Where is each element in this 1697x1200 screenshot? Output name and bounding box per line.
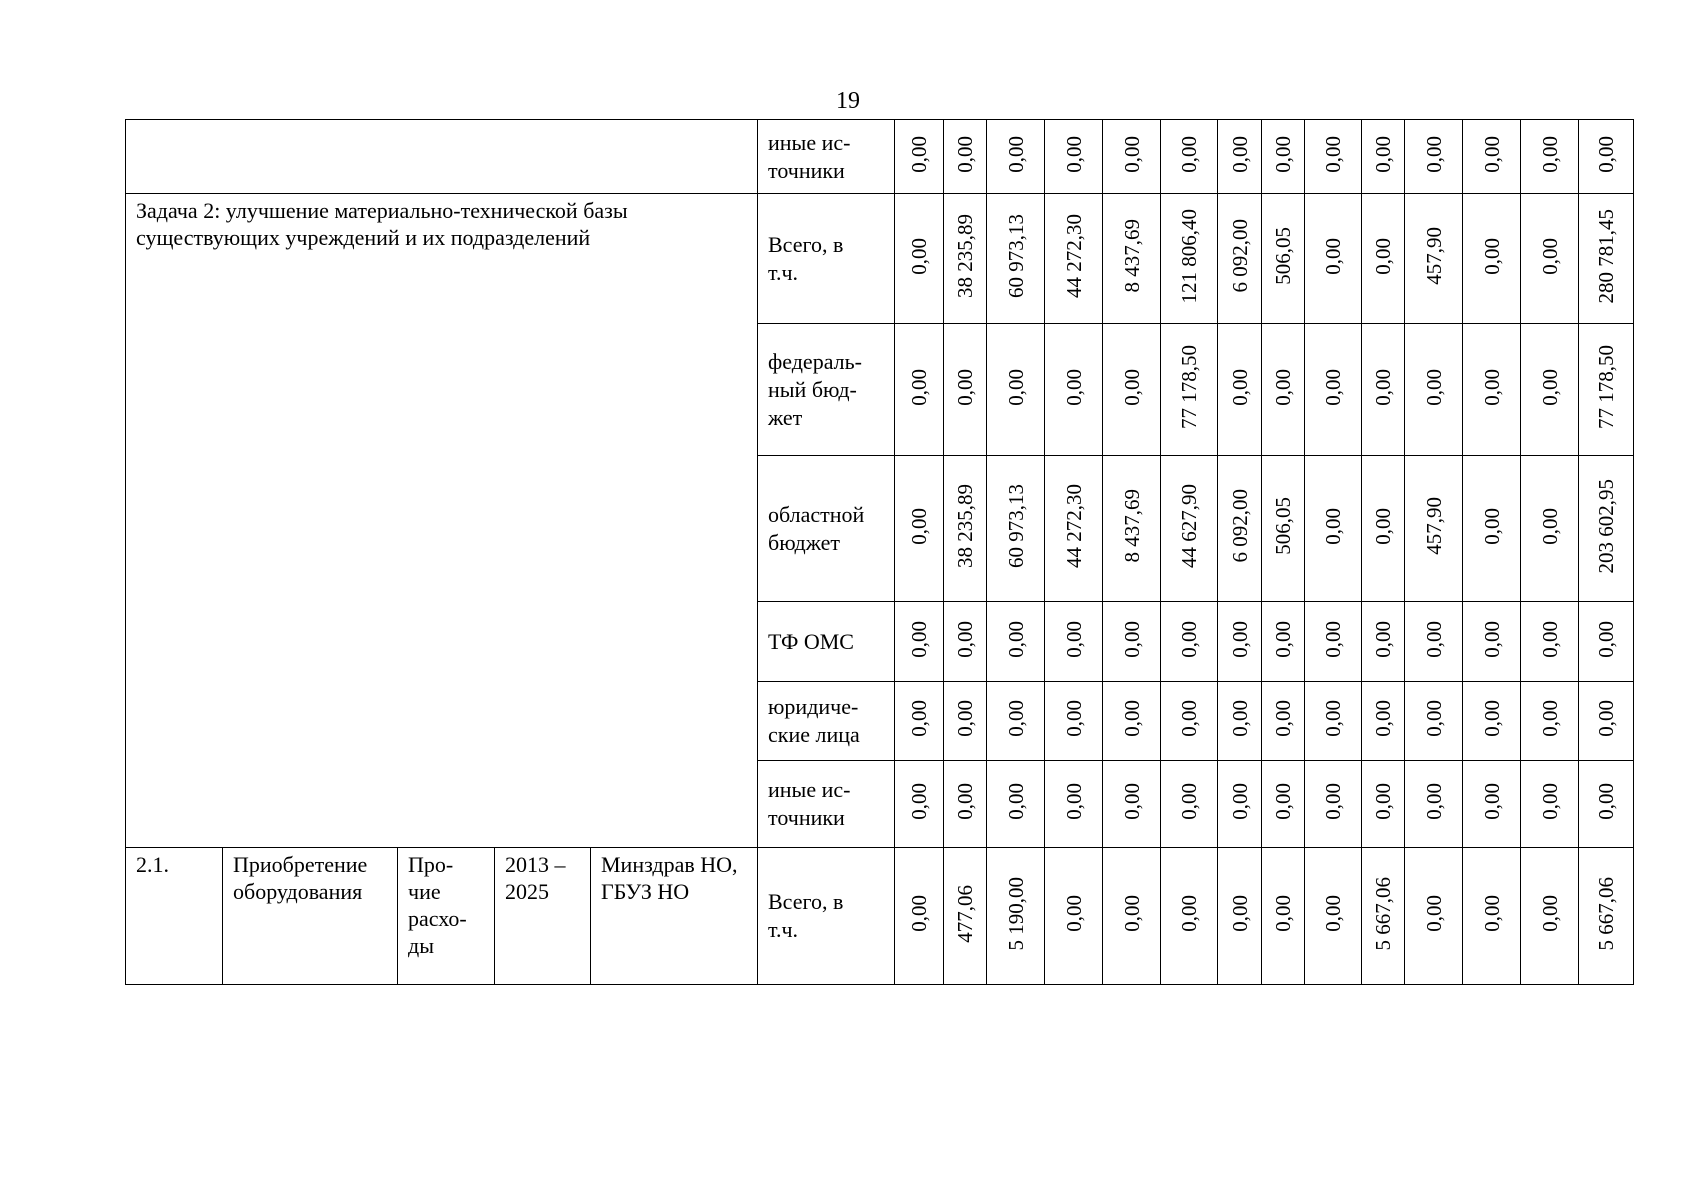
amount-value: 0,00 — [953, 783, 977, 820]
amount-cell — [1305, 120, 1362, 194]
amount-value: 0,00 — [1321, 895, 1345, 932]
amount-cell — [895, 761, 944, 848]
amount-value: 0,00 — [1321, 237, 1345, 275]
amount-value: 0,00 — [1271, 700, 1295, 737]
amount-value: 0,00 — [1421, 895, 1446, 932]
amount-value: 457,90 — [1421, 227, 1446, 285]
amount-cell — [987, 682, 1045, 761]
amount-cell — [1262, 682, 1305, 761]
amount-value: 0,00 — [1371, 620, 1395, 658]
amount-value: 0,00 — [953, 620, 977, 658]
amount-value: 0,00 — [907, 368, 931, 406]
funding-source-label: Всего, в т.ч. — [758, 848, 895, 985]
amount-value: 0,00 — [1479, 368, 1504, 406]
amount-cell — [987, 761, 1045, 848]
amount-value: 0,00 — [1537, 620, 1562, 658]
amount-value: 5 190,00 — [1003, 876, 1028, 951]
amount-value: 0,00 — [1061, 620, 1086, 658]
amount-cell — [1218, 682, 1262, 761]
amount-cell — [1218, 602, 1262, 682]
amount-value: 0,00 — [1119, 783, 1144, 820]
amount-cell — [1579, 456, 1634, 602]
amount-value: 0,00 — [1227, 135, 1252, 173]
amount-cell — [1579, 602, 1634, 682]
amount-cell — [1463, 324, 1521, 456]
amount-value: 0,00 — [1177, 135, 1201, 173]
amount-cell — [1305, 761, 1362, 848]
amount-cell — [944, 120, 987, 194]
amount-value: 0,00 — [1119, 368, 1144, 406]
amount-cell — [1103, 324, 1161, 456]
amount-value: 5 667,06 — [1371, 876, 1395, 951]
amount-cell — [1463, 456, 1521, 602]
amount-value: 0,00 — [1271, 368, 1295, 406]
amount-value: 0,00 — [1371, 700, 1395, 737]
executor: Минздрав НО, ГБУЗ НО — [591, 848, 758, 985]
amount-value: 0,00 — [1271, 895, 1295, 932]
amount-value: 0,00 — [1061, 700, 1086, 737]
amount-cell — [1463, 682, 1521, 761]
amount-cell — [895, 848, 944, 985]
funding-source-label: областной бюджет — [758, 456, 895, 602]
amount-value: 0,00 — [1177, 783, 1201, 820]
amount-value: 0,00 — [1594, 620, 1618, 658]
amount-cell — [895, 324, 944, 456]
amount-value: 0,00 — [1594, 135, 1618, 173]
amount-cell — [1405, 456, 1463, 602]
amount-value: 0,00 — [1479, 700, 1504, 737]
amount-value: 0,00 — [1479, 895, 1504, 932]
amount-cell — [1362, 848, 1405, 985]
funding-source-label: иные ис- точники — [758, 120, 895, 194]
amount-cell — [1262, 848, 1305, 985]
amount-cell — [1579, 324, 1634, 456]
amount-cell — [1045, 602, 1103, 682]
amount-value: 0,00 — [1421, 368, 1446, 406]
amount-cell — [1521, 194, 1579, 324]
amount-cell — [1405, 194, 1463, 324]
amount-cell — [944, 761, 987, 848]
amount-cell — [1362, 761, 1405, 848]
amount-value: 0,00 — [1321, 783, 1345, 820]
amount-value: 44 627,90 — [1177, 484, 1201, 568]
amount-value: 0,00 — [1227, 700, 1252, 737]
amount-cell — [1103, 456, 1161, 602]
amount-value: 0,00 — [907, 783, 931, 820]
amount-value: 0,00 — [1321, 620, 1345, 658]
amount-cell — [1521, 324, 1579, 456]
funding-source-label: юридиче- ские лица — [758, 682, 895, 761]
amount-cell — [1218, 120, 1262, 194]
amount-value: 44 272,30 — [1061, 484, 1086, 568]
amount-value: 0,00 — [1537, 895, 1562, 932]
table-row — [126, 848, 1634, 985]
amount-value: 121 806,40 — [1177, 208, 1201, 304]
item-name: Приобретение оборудования — [223, 848, 398, 985]
amount-cell — [1521, 848, 1579, 985]
amount-cell — [1218, 194, 1262, 324]
amount-value: 0,00 — [1537, 237, 1562, 275]
amount-value: 0,00 — [1003, 135, 1028, 173]
amount-cell — [1262, 761, 1305, 848]
amount-cell — [1305, 324, 1362, 456]
amount-value: 203 602,95 — [1594, 478, 1618, 574]
amount-cell — [1405, 324, 1463, 456]
amount-cell — [987, 120, 1045, 194]
amount-value: 0,00 — [1479, 783, 1504, 820]
funding-source-label: федераль- ный бюд- жет — [758, 324, 895, 456]
amount-value: 0,00 — [1421, 135, 1446, 173]
amount-value: 0,00 — [953, 700, 977, 737]
amount-cell — [1161, 324, 1218, 456]
amount-value: 0,00 — [1271, 135, 1295, 173]
amount-cell — [987, 324, 1045, 456]
budget-table — [125, 119, 1634, 985]
amount-value: 0,00 — [1119, 620, 1144, 658]
amount-value: 0,00 — [953, 368, 977, 406]
amount-value: 5 667,06 — [1594, 876, 1618, 951]
amount-cell — [1362, 682, 1405, 761]
amount-value: 0,00 — [1227, 368, 1252, 406]
amount-cell — [1362, 194, 1405, 324]
amount-cell — [987, 456, 1045, 602]
amount-cell — [1362, 120, 1405, 194]
amount-cell — [1521, 682, 1579, 761]
amount-cell — [1405, 761, 1463, 848]
amount-value: 0,00 — [1061, 135, 1086, 173]
amount-value: 0,00 — [1479, 135, 1504, 173]
amount-value: 506,05 — [1271, 227, 1295, 285]
amount-cell — [1579, 761, 1634, 848]
amount-cell — [1305, 682, 1362, 761]
amount-cell — [1305, 848, 1362, 985]
amount-value: 0,00 — [1594, 700, 1618, 737]
amount-value: 0,00 — [907, 237, 931, 275]
amount-cell — [1045, 120, 1103, 194]
amount-cell — [1103, 761, 1161, 848]
table-row — [126, 120, 1634, 194]
amount-cell — [895, 602, 944, 682]
funding-source-label: иные ис- точники — [758, 761, 895, 848]
amount-value: 457,90 — [1421, 497, 1446, 555]
funding-source-label: ТФ ОМС — [758, 602, 895, 682]
amount-cell — [1405, 682, 1463, 761]
amount-value: 0,00 — [1003, 620, 1028, 658]
amount-cell — [1521, 602, 1579, 682]
amount-value: 0,00 — [1227, 783, 1252, 820]
amount-cell — [895, 456, 944, 602]
item-number: 2.1. — [126, 848, 223, 985]
amount-cell — [1103, 602, 1161, 682]
amount-value: 0,00 — [1321, 368, 1345, 406]
amount-value: 0,00 — [907, 135, 931, 173]
amount-cell — [1463, 194, 1521, 324]
amount-value: 0,00 — [907, 895, 931, 932]
amount-cell — [1161, 194, 1218, 324]
amount-value: 0,00 — [1119, 135, 1144, 173]
amount-value: 0,00 — [1537, 507, 1562, 545]
amount-cell — [1218, 848, 1262, 985]
amount-value: 0,00 — [1421, 620, 1446, 658]
amount-value: 0,00 — [1421, 783, 1446, 820]
funding-source-label: Всего, в т.ч. — [758, 194, 895, 324]
amount-cell — [1045, 848, 1103, 985]
amount-value: 0,00 — [1227, 895, 1252, 932]
amount-value: 0,00 — [1371, 783, 1395, 820]
amount-value: 0,00 — [1271, 783, 1295, 820]
amount-cell — [1405, 848, 1463, 985]
amount-value: 0,00 — [907, 620, 931, 658]
amount-value: 0,00 — [1119, 700, 1144, 737]
amount-cell — [1521, 761, 1579, 848]
amount-cell — [987, 848, 1045, 985]
amount-value: 0,00 — [1371, 368, 1395, 406]
amount-cell — [1362, 602, 1405, 682]
amount-value: 0,00 — [1003, 368, 1028, 406]
implementation-period: 2013 – 2025 — [495, 848, 591, 985]
amount-cell — [1362, 324, 1405, 456]
amount-value: 0,00 — [1177, 700, 1201, 737]
amount-cell — [1262, 324, 1305, 456]
amount-value: 0,00 — [1321, 700, 1345, 737]
amount-cell — [895, 194, 944, 324]
amount-value: 0,00 — [1177, 895, 1201, 932]
amount-cell — [1218, 324, 1262, 456]
amount-value: 0,00 — [1061, 895, 1086, 932]
amount-cell — [1103, 682, 1161, 761]
amount-cell — [1161, 120, 1218, 194]
amount-cell — [1305, 456, 1362, 602]
amount-value: 77 178,50 — [1594, 345, 1618, 429]
amount-value: 60 973,13 — [1003, 484, 1028, 568]
amount-value: 6 092,00 — [1227, 489, 1252, 563]
task-2-title: Задача 2: улучшение материально-технической базы существующих учреждений и их подразделений — [126, 194, 758, 848]
amount-cell — [1161, 848, 1218, 985]
amount-value: 280 781,45 — [1594, 208, 1618, 304]
amount-cell — [1463, 120, 1521, 194]
amount-cell — [1579, 194, 1634, 324]
amount-cell — [1463, 602, 1521, 682]
amount-cell — [944, 194, 987, 324]
amount-value: 0,00 — [907, 700, 931, 737]
amount-cell — [1045, 682, 1103, 761]
amount-cell — [987, 194, 1045, 324]
empty-cell — [126, 120, 758, 194]
amount-value: 0,00 — [1119, 895, 1144, 932]
amount-cell — [1103, 194, 1161, 324]
amount-value: 0,00 — [1537, 783, 1562, 820]
amount-cell — [1579, 682, 1634, 761]
amount-cell — [987, 602, 1045, 682]
budget-table-body — [126, 120, 1634, 985]
amount-cell — [1045, 324, 1103, 456]
amount-value: 0,00 — [1227, 620, 1252, 658]
amount-cell — [1521, 120, 1579, 194]
amount-value: 0,00 — [1371, 237, 1395, 275]
amount-cell — [1262, 456, 1305, 602]
amount-cell — [1161, 602, 1218, 682]
amount-cell — [1405, 602, 1463, 682]
amount-value: 0,00 — [1421, 700, 1446, 737]
amount-value: 0,00 — [1177, 620, 1201, 658]
amount-value: 44 272,30 — [1061, 214, 1086, 298]
table-row — [126, 194, 1634, 324]
page-number: 19 — [836, 88, 860, 114]
amount-cell — [1161, 456, 1218, 602]
amount-value: 38 235,89 — [953, 484, 977, 568]
amount-value: 0,00 — [1003, 700, 1028, 737]
amount-cell — [1305, 602, 1362, 682]
amount-cell — [1463, 761, 1521, 848]
amount-cell — [944, 682, 987, 761]
amount-value: 0,00 — [1537, 368, 1562, 406]
amount-value: 6 092,00 — [1227, 219, 1252, 293]
amount-value: 0,00 — [1479, 507, 1504, 545]
amount-cell — [1579, 848, 1634, 985]
amount-value: 477,06 — [953, 884, 977, 943]
amount-value: 506,05 — [1271, 497, 1295, 555]
amount-value: 0,00 — [1594, 783, 1618, 820]
amount-value: 0,00 — [1479, 237, 1504, 275]
amount-cell — [1262, 602, 1305, 682]
amount-cell — [1218, 456, 1262, 602]
amount-value: 0,00 — [1371, 135, 1395, 173]
amount-value: 0,00 — [1061, 368, 1086, 406]
amount-value: 8 437,69 — [1119, 219, 1144, 293]
amount-cell — [895, 120, 944, 194]
amount-cell — [1103, 848, 1161, 985]
amount-cell — [1161, 682, 1218, 761]
amount-cell — [1262, 194, 1305, 324]
amount-value: 0,00 — [1321, 507, 1345, 545]
amount-value: 0,00 — [1537, 700, 1562, 737]
amount-cell — [1405, 120, 1463, 194]
amount-value: 0,00 — [1003, 783, 1028, 820]
amount-cell — [944, 602, 987, 682]
amount-value: 0,00 — [1271, 620, 1295, 658]
amount-cell — [1045, 761, 1103, 848]
amount-cell — [1218, 761, 1262, 848]
amount-value: 60 973,13 — [1003, 214, 1028, 298]
amount-cell — [1045, 456, 1103, 602]
amount-value: 0,00 — [907, 507, 931, 545]
amount-cell — [1579, 120, 1634, 194]
expense-type: Про- чие расхо- ды — [398, 848, 495, 985]
amount-cell — [944, 848, 987, 985]
amount-value: 0,00 — [1371, 507, 1395, 545]
amount-cell — [895, 682, 944, 761]
amount-cell — [944, 324, 987, 456]
amount-value: 38 235,89 — [953, 214, 977, 298]
amount-cell — [1521, 456, 1579, 602]
amount-cell — [1262, 120, 1305, 194]
amount-cell — [1463, 848, 1521, 985]
amount-value: 0,00 — [1061, 783, 1086, 820]
amount-value: 0,00 — [1537, 135, 1562, 173]
amount-value: 8 437,69 — [1119, 489, 1144, 563]
amount-cell — [1362, 456, 1405, 602]
amount-value: 77 178,50 — [1177, 345, 1201, 429]
amount-cell — [1103, 120, 1161, 194]
amount-cell — [1045, 194, 1103, 324]
amount-cell — [1161, 761, 1218, 848]
amount-value: 0,00 — [1479, 620, 1504, 658]
amount-value: 0,00 — [1321, 135, 1345, 173]
amount-value: 0,00 — [953, 135, 977, 173]
amount-cell — [944, 456, 987, 602]
amount-cell — [1305, 194, 1362, 324]
